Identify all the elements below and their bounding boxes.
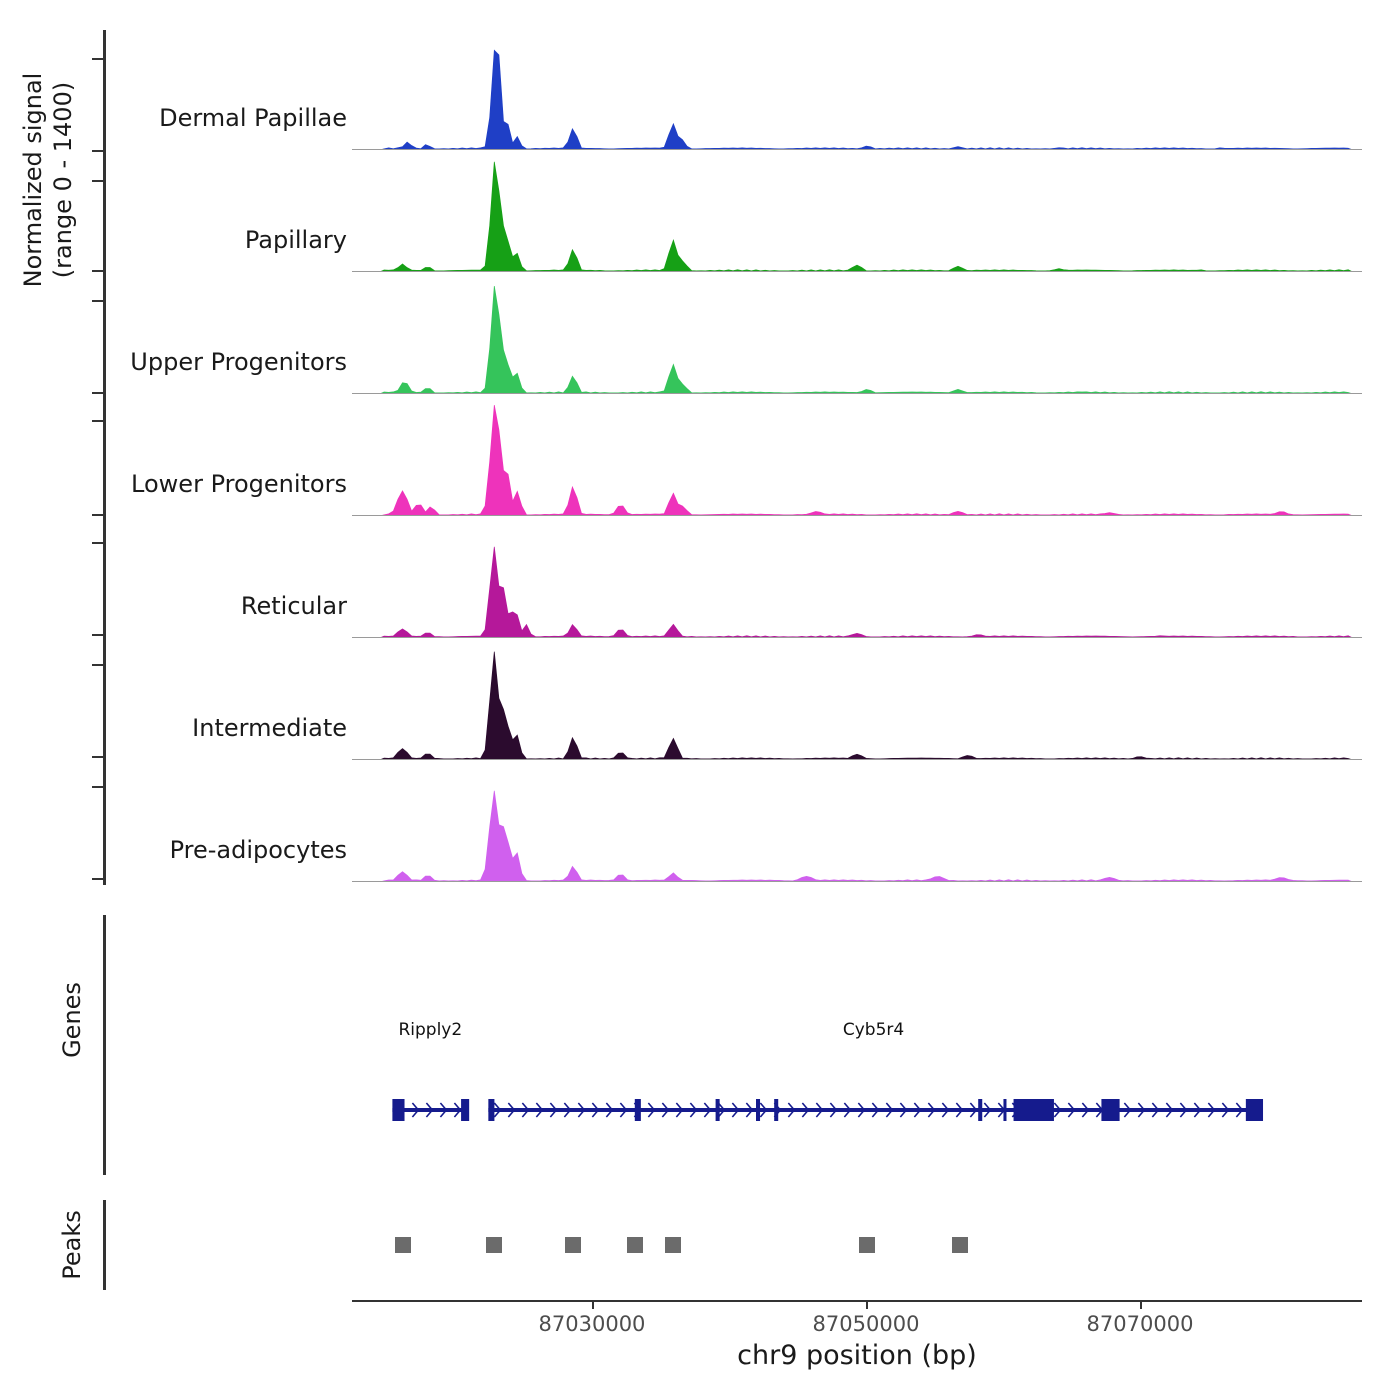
x-axis-line: [352, 1300, 1362, 1302]
track-baseline: [352, 515, 1362, 516]
peaks-axis-label-wrap: [58, 1185, 98, 1305]
gene-model-diagram: [352, 910, 1362, 1170]
peak-mark: [665, 1237, 681, 1253]
track-label-pre-adipocytes: Pre-adipocytes: [169, 836, 347, 864]
x-axis-tick-label: 87070000: [1086, 1312, 1194, 1336]
track-label-reticular: Reticular: [240, 592, 347, 620]
signal-axis-tick: [92, 180, 103, 182]
signal-axis-tick: [92, 664, 103, 666]
x-axis-tick-label: 87050000: [812, 1312, 920, 1336]
signal-axis-tick: [92, 878, 103, 880]
signal-axis-tick: [92, 420, 103, 422]
signal-curve: [352, 640, 1362, 760]
x-axis-tick-label: 87030000: [538, 1312, 646, 1336]
peaks-axis-spine: [103, 1200, 106, 1290]
signal-track: [192, 640, 1362, 760]
signal-axis-tick: [92, 514, 103, 516]
signal-axis-tick: [92, 634, 103, 636]
genes-axis-label-wrap: [58, 960, 98, 1080]
peak-mark: [486, 1237, 502, 1253]
signal-track: [244, 152, 1362, 272]
track-baseline: [352, 637, 1362, 638]
peak-mark: [859, 1237, 875, 1253]
peak-mark: [627, 1237, 643, 1253]
signal-axis-tick: [92, 150, 103, 152]
track-label-papillary: Papillary: [244, 226, 347, 254]
x-axis-tick: [1140, 1300, 1142, 1309]
track-label-upper-progenitors: Upper Progenitors: [130, 348, 347, 376]
signal-axis-tick: [92, 392, 103, 394]
signal-track: [159, 30, 1362, 150]
peaks-track: [352, 1200, 1362, 1290]
signal-track: [131, 396, 1362, 516]
track-label-intermediate: Intermediate: [192, 714, 347, 742]
x-axis-tick: [866, 1300, 868, 1309]
signal-curve: [352, 396, 1362, 516]
gene-label-ripply2: Ripply2: [398, 1020, 463, 1040]
signal-axis-tick: [92, 756, 103, 758]
track-baseline: [352, 393, 1362, 394]
peak-mark: [952, 1237, 968, 1253]
gene-label-cyb5r4: Cyb5r4: [842, 1020, 905, 1040]
signal-axis-tick: [92, 786, 103, 788]
track-baseline: [352, 149, 1362, 150]
genes-axis-label: Genes: [58, 982, 86, 1058]
y-axis-label-line1: Normalized signal: [19, 72, 47, 288]
track-baseline: [352, 271, 1362, 272]
x-axis-title: chr9 position (bp): [737, 1340, 977, 1371]
signal-axis-tick: [92, 542, 103, 544]
signal-curve: [352, 30, 1362, 150]
peak-mark: [395, 1237, 411, 1253]
y-axis-label: [18, 0, 78, 360]
track-label-lower-progenitors: Lower Progenitors: [131, 470, 347, 498]
signal-axis-spine: [103, 30, 106, 885]
signal-axis-tick: [92, 58, 103, 60]
y-axis-label-line2: (range 0 - 1400): [49, 81, 77, 279]
track-label-dermal-papillae: Dermal Papillae: [159, 104, 347, 132]
signal-curve: [352, 762, 1362, 882]
signal-track: [130, 274, 1362, 394]
signal-curve: [352, 518, 1362, 638]
peak-mark: [565, 1237, 581, 1253]
genes-axis-spine: [103, 915, 106, 1175]
signal-curve: [352, 152, 1362, 272]
x-axis-tick: [592, 1300, 594, 1309]
signal-track: [169, 762, 1362, 882]
peaks-axis-label: Peaks: [58, 1210, 86, 1280]
track-baseline: [352, 881, 1362, 882]
track-baseline: [352, 759, 1362, 760]
signal-track: [240, 518, 1362, 638]
signal-axis-tick: [92, 270, 103, 272]
genes-track: [352, 910, 1362, 1170]
x-axis: [352, 1300, 1362, 1336]
signal-curve: [352, 274, 1362, 394]
signal-axis-tick: [92, 300, 103, 302]
